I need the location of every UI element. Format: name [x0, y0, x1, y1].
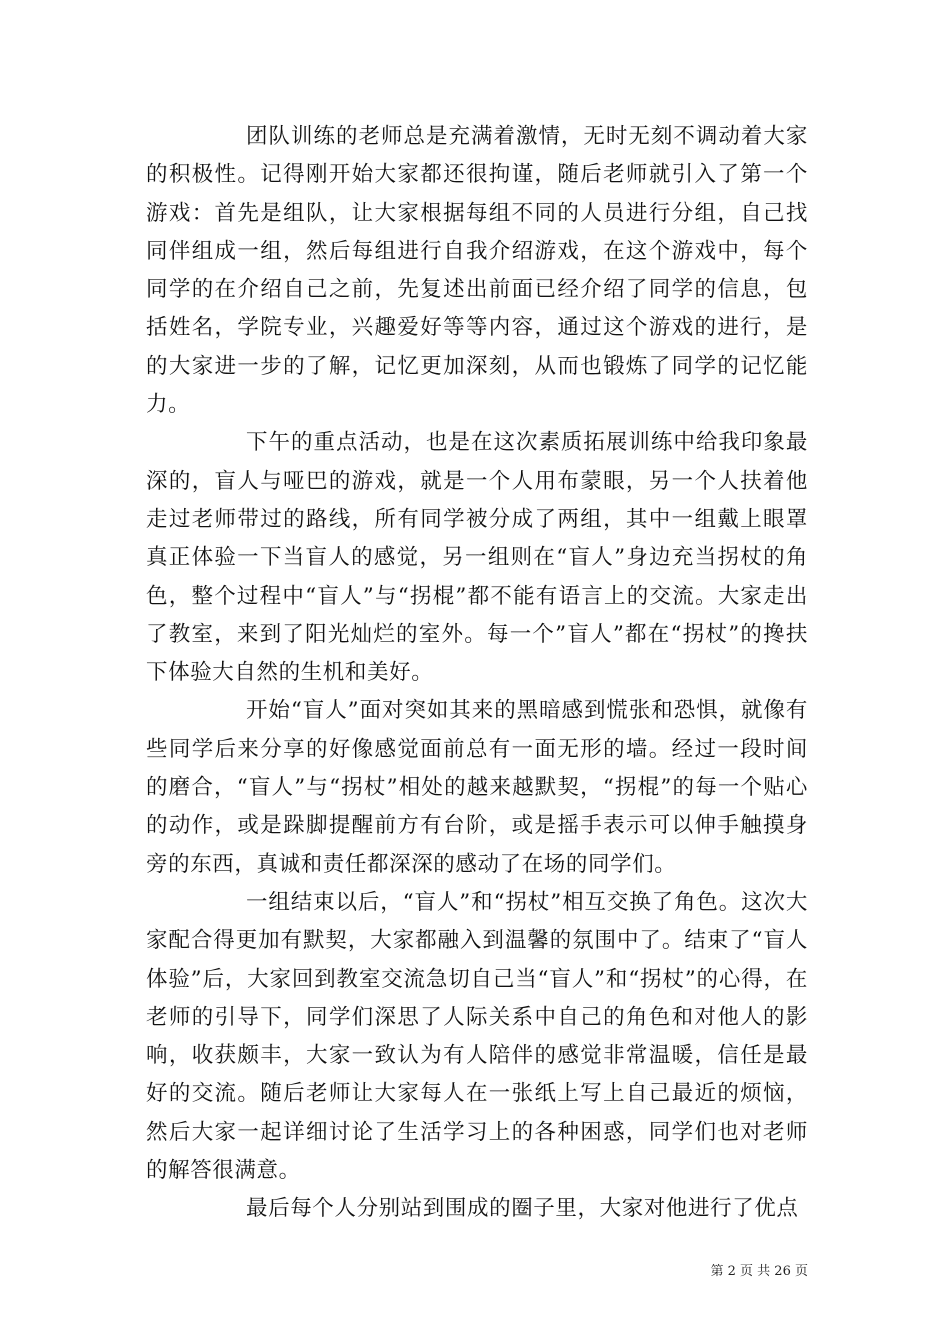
footer-middle: 页 共: [740, 1264, 771, 1279]
footer-suffix: 页: [794, 1264, 808, 1279]
page-number-footer: [660, 1260, 808, 1279]
paragraph-role-swap: 一组结束以后，“盲人”和“拐杖”相互交换了角色。这次大家配合得更加有默契，大家都融入到温馨的氛围中了。结束了“盲人体验”后，大家回到教室交流急切自己当“盲人”和“拐杖”的心得，在老师的引导下，同学们深思了人际关系中自己的角色和对他人的影响，收获颇丰，大家一致认为有人陪伴的感觉非常温暖，信任是最好的交流。随后老师让大家每人在一张纸上写上自己最近的烦恼，然后大家一起详细讨论了生活学习上的各种困惑，同学们也对老师的解答很满意。: [146, 889, 808, 1184]
footer-prefix: 第: [710, 1264, 724, 1279]
paragraph-final-circle: 最后每个人分别站到围成的圈子里，大家对他进行了优点: [246, 1196, 799, 1222]
total-page-count: 26: [774, 1264, 791, 1279]
current-page-number: 2: [727, 1264, 736, 1279]
paragraph-team-training: 团队训练的老师总是充满着激情，无时无刻不调动着大家的积极性。记得刚开始大家都还很拘谨，随后老师就引入了第一个游戏：首先是组队，让大家根据每组不同的人员进行分组，自己找同伴组成一组，然后每组进行自我介绍游戏，在这个游戏中，每个同学的在介绍自己之前，先复述出前面已经介绍了同学的信息，包括姓名，学院专业，兴趣爱好等等内容，通过这个游戏的进行，是的大家进一步的了解，记忆更加深刻，从而也锻炼了同学的记忆能力。: [146, 124, 808, 418]
paragraph-blind-game: 下午的重点活动，也是在这次素质拓展训练中给我印象最深的，盲人与哑巴的游戏，就是一个人用布蒙眼，另一个人扶着他走过老师带过的路线，所有同学被分成了两组，其中一组戴上眼罩真正体验一下当盲人的感觉，另一组则在“盲人”身边充当拐杖的角色，整个过程中“盲人”与“拐棍”都不能有语言上的交流。大家走出了教室，来到了阳光灿烂的室外。每一个”盲人”都在“拐杖”的搀扶下体验大自然的生机和美好。: [146, 430, 808, 686]
document-body: [146, 118, 808, 1229]
paragraph-darkness: 开始“盲人”面对突如其来的黑暗感到慌张和恐惧，就像有些同学后来分享的好像感觉面前总有一面无形的墙。经过一段时间的磨合，“盲人”与“拐杖”相处的越来越默契，“拐棍”的每一个贴心的动作，或是跺脚提醒前方有台阶，或是摇手表示可以伸手触摸身旁的东西，真诚和责任都深深的感动了在场的同学们。: [146, 698, 808, 877]
